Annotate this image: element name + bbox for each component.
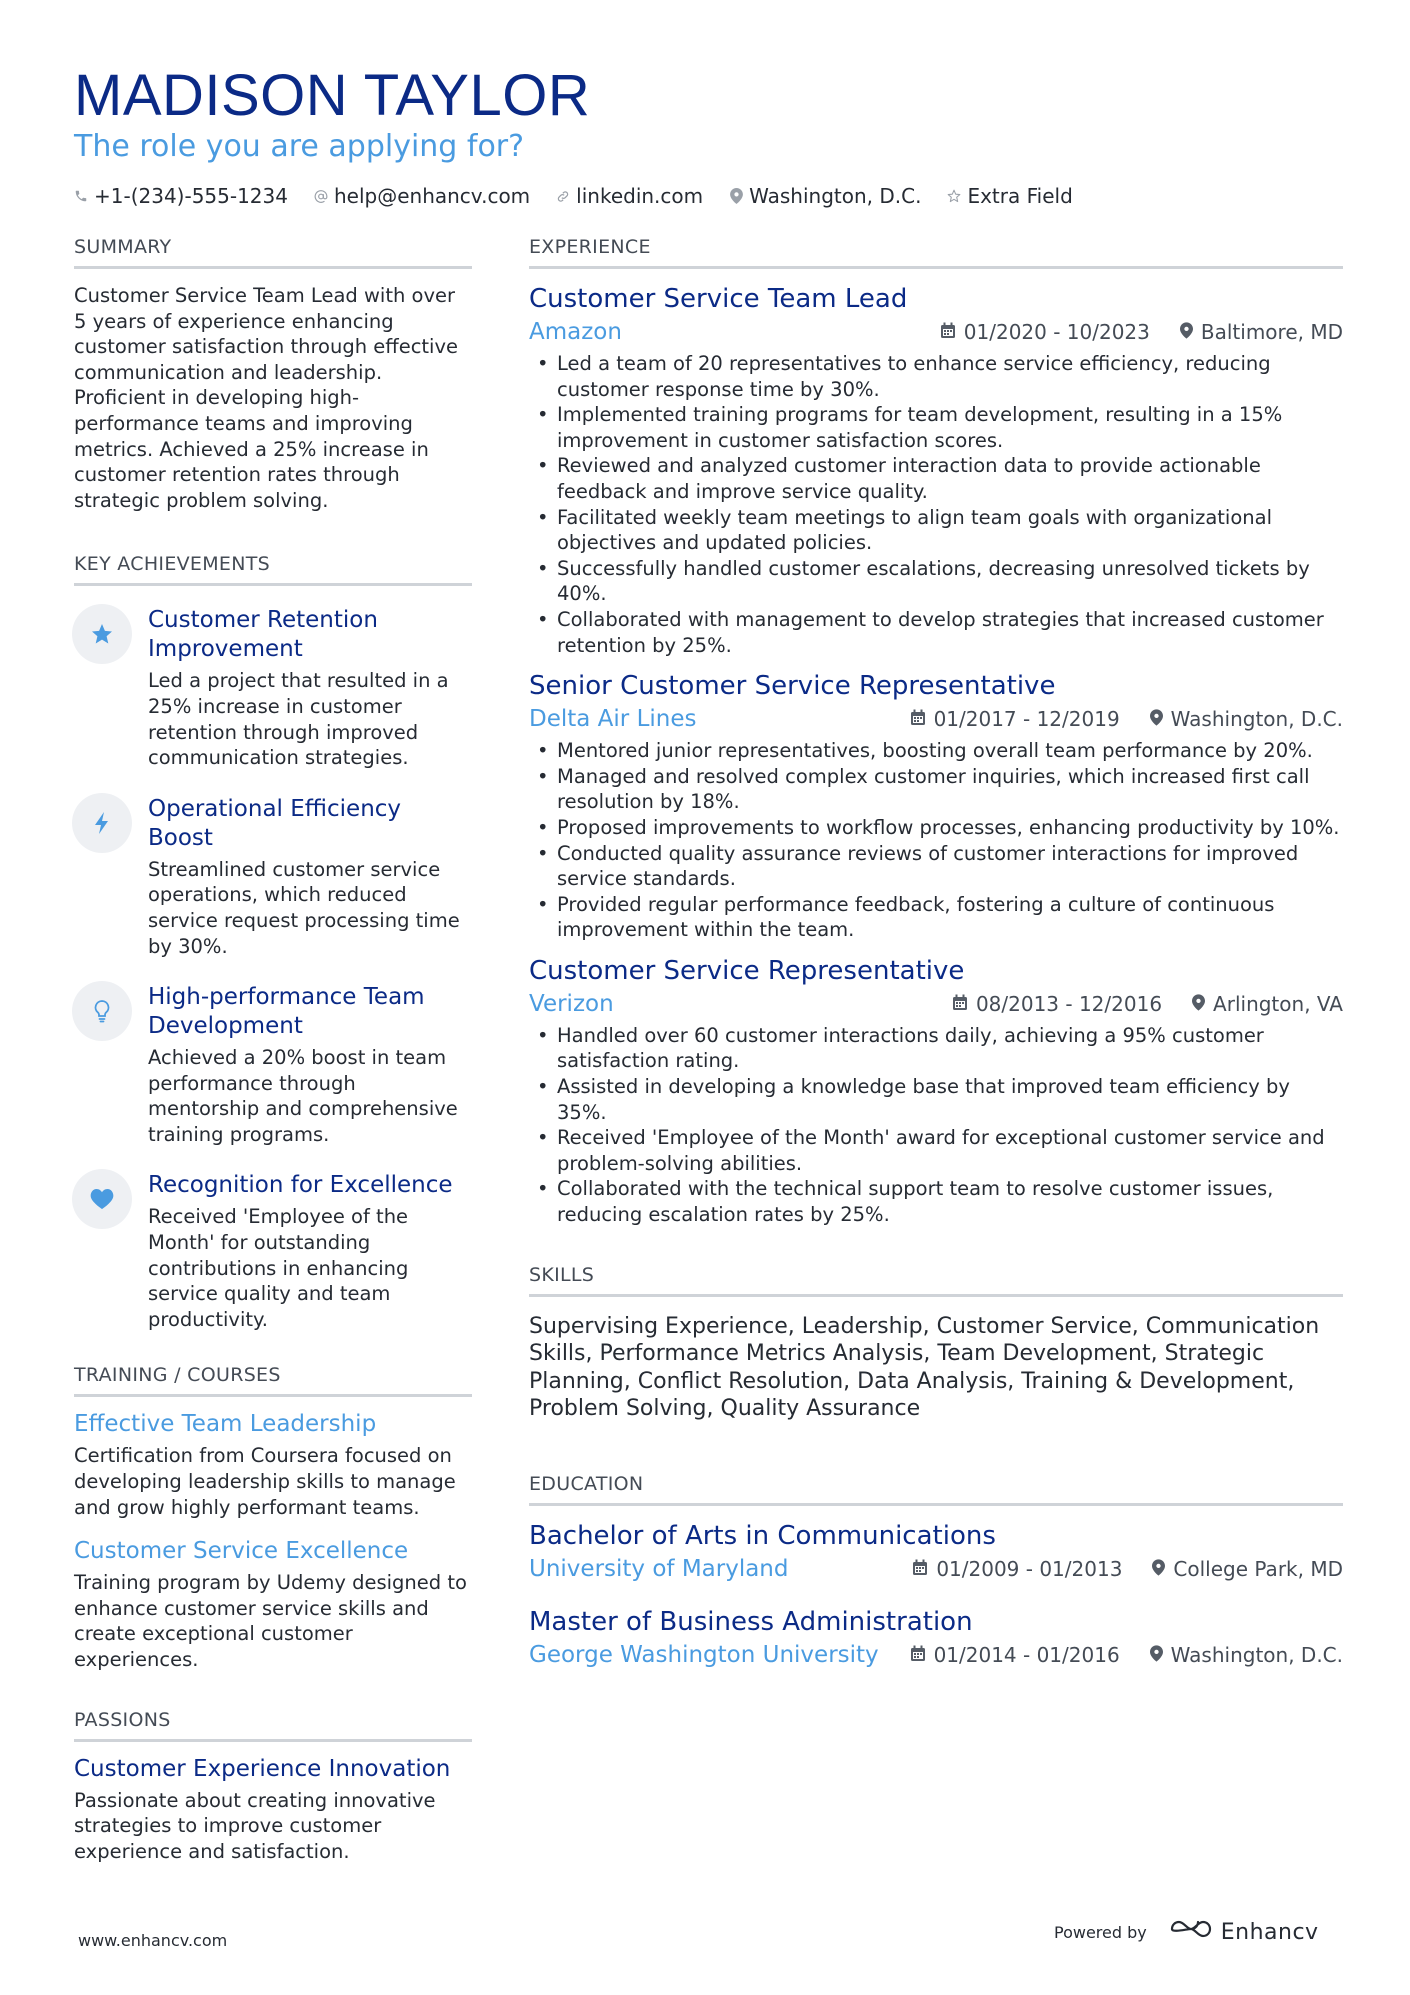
- passion-item: [74, 1754, 472, 1865]
- achievement-item: [74, 1169, 472, 1332]
- lightbulb-icon: [72, 981, 132, 1041]
- passion-desc: Passionate about creating innovative strategies to improve customer experience and satisfaction.: [74, 1788, 436, 1863]
- job-title: Customer Service Representative: [529, 955, 965, 986]
- bullet-item: • Collaborated with management to develop strategies that increased customer retention by 25%.: [529, 607, 1343, 658]
- job-title: Customer Service Team Lead: [529, 284, 908, 314]
- job-location: Baltimore, MD: [1180, 318, 1343, 346]
- school-name: George Washington University: [529, 1641, 879, 1668]
- lightning-bolt-icon: [72, 793, 132, 853]
- education-location: College Park, MD: [1152, 1555, 1343, 1583]
- achievement-item: [74, 604, 472, 770]
- key-achievements-section: [74, 551, 472, 1332]
- footer-branding: [1054, 1918, 1319, 1946]
- calendar-icon: [952, 990, 968, 1018]
- location-pin-icon: [1150, 1641, 1163, 1669]
- location-pin-icon: [729, 188, 743, 204]
- calendar-icon: [912, 1555, 928, 1583]
- job-title: Senior Customer Service Representative: [529, 671, 1056, 702]
- bullet-item: • Facilitated weekly team meetings to align team goals with organizational objectives and updated policies.: [529, 505, 1343, 556]
- bullet-item: • Proposed improvements to workflow processes, enhancing productivity by 10%.: [529, 815, 1343, 841]
- achievement-item: [74, 981, 472, 1147]
- education-dates: 01/2009 - 01/2013: [912, 1555, 1122, 1583]
- bullet-item: • Conducted quality assurance reviews of customer interactions for improved service standards.: [529, 841, 1343, 892]
- skills-section: [529, 1262, 1343, 1423]
- course-item: [74, 1536, 472, 1672]
- contact-email-text: help@enhancv.com: [333, 184, 531, 208]
- enhancv-logo[interactable]: [1169, 1918, 1319, 1946]
- job-entry: [529, 283, 1343, 658]
- bullet-item: • Collaborated with the technical support team to resolve customer issues, reducing escalation rates by 25%.: [529, 1176, 1343, 1227]
- passion-title: Customer Experience Innovation: [74, 1755, 451, 1782]
- training-heading: TRAINING / COURSES: [74, 1362, 472, 1397]
- bullet-item: • Successfully handled customer escalations, decreasing unresolved tickets by 40%.: [529, 556, 1343, 607]
- bullet-item: • Led a team of 20 representatives to enhance service efficiency, reducing customer response time by 30%.: [529, 351, 1343, 402]
- experience-heading: EXPERIENCE: [529, 234, 1343, 269]
- company-name: Amazon: [529, 319, 622, 345]
- contact-location-text: Washington, D.C.: [749, 184, 922, 208]
- star-icon: [947, 188, 961, 204]
- education-entry: [529, 1606, 1343, 1670]
- company-name: Delta Air Lines: [529, 706, 697, 733]
- left-column: [74, 234, 472, 1864]
- achievement-desc: Led a project that resulted in a 25% increase in customer retention through improved communication strategies.: [148, 669, 449, 770]
- course-desc: Certification from Coursera focused on developing leadership skills to manage and grow highly performant teams.: [74, 1444, 456, 1519]
- achievement-item: [74, 793, 472, 959]
- achievement-title: Operational Efficiency Boost: [148, 795, 402, 851]
- contact-extra-text: Extra Field: [967, 184, 1073, 208]
- achievement-desc: Received 'Employee of the Month' for outstanding contributions in enhancing service quality and team productivity.: [148, 1205, 409, 1331]
- contact-bar: [74, 182, 1354, 210]
- contact-linkedin-text: linkedin.com: [576, 184, 704, 208]
- job-bullets: [529, 738, 1343, 943]
- training-section: [74, 1362, 472, 1672]
- course-item: [74, 1409, 472, 1520]
- passions-heading: PASSIONS: [74, 1707, 472, 1742]
- job-bullets: [529, 351, 1343, 658]
- degree-title: Bachelor of Arts in Communications: [529, 1520, 996, 1551]
- education-dates: 01/2014 - 01/2016: [910, 1641, 1120, 1669]
- bullet-item: • Assisted in developing a knowledge base that improved team efficiency by 35%.: [529, 1074, 1343, 1125]
- calendar-icon: [910, 705, 926, 733]
- achievement-title: Customer Retention Improvement: [148, 607, 378, 663]
- heart-icon: [72, 1169, 132, 1229]
- achievement-title: High-performance Team Development: [148, 984, 425, 1040]
- experience-section: [529, 234, 1343, 1228]
- enhancv-logo-icon: [1169, 1918, 1213, 1946]
- job-dates: 01/2017 - 12/2019: [910, 705, 1120, 733]
- contact-location: [729, 182, 921, 210]
- course-desc: Training program by Udemy designed to enhance customer service skills and create exceptional customer experiences.: [74, 1571, 467, 1671]
- achievement-desc: Streamlined customer service operations, which reduced service request processing time by 30%.: [148, 857, 460, 958]
- contact-email[interactable]: [314, 182, 530, 210]
- summary-text: Customer Service Team Lead with over 5 years of experience enhancing customer satisfaction through effective communication and leadership. Proficient in developing high-performance teams and improving metrics. Achieved a 25% increase in customer retention rates through strategic problem solving.: [74, 284, 459, 512]
- contact-phone[interactable]: [74, 182, 288, 210]
- summary-section: [74, 234, 472, 513]
- bullet-item: • Mentored junior representatives, boosting overall team performance by 20%.: [529, 738, 1343, 764]
- right-column: [529, 234, 1343, 1692]
- bullet-item: • Implemented training programs for team development, resulting in a 15% improvement in customer satisfaction scores.: [529, 402, 1343, 453]
- bullet-item: • Managed and resolved complex customer inquiries, which increased first call resolution by 18%.: [529, 764, 1343, 815]
- achievement-desc: Achieved a 20% boost in team performance through mentorship and comprehensive training programs.: [148, 1046, 458, 1146]
- bullet-item: • Received 'Employee of the Month' award for exceptional customer service and problem-solving abilities.: [529, 1125, 1343, 1176]
- passions-section: [74, 1707, 472, 1865]
- school-name: University of Maryland: [529, 1555, 789, 1582]
- calendar-icon: [940, 318, 956, 346]
- candidate-name: MADISON TAYLOR: [74, 63, 591, 128]
- resume-header: [74, 62, 1354, 210]
- link-icon: [556, 188, 570, 204]
- location-pin-icon: [1150, 705, 1163, 733]
- enhancv-logo-text: Enhancv: [1220, 1919, 1319, 1945]
- star-icon: [72, 604, 132, 664]
- contact-linkedin[interactable]: [556, 182, 703, 210]
- key-achievements-heading: KEY ACHIEVEMENTS: [74, 551, 472, 586]
- job-entry: [529, 670, 1343, 943]
- location-pin-icon: [1192, 990, 1205, 1018]
- bullet-item: • Handled over 60 customer interactions daily, achieving a 95% customer satisfaction rating.: [529, 1023, 1343, 1074]
- powered-by-label: Powered by: [1054, 1922, 1147, 1942]
- target-role: The role you are applying for?: [74, 129, 525, 164]
- job-dates: 01/2020 - 10/2023: [940, 318, 1150, 346]
- phone-icon: [74, 188, 88, 204]
- course-title: Customer Service Excellence: [74, 1538, 409, 1565]
- job-location: Arlington, VA: [1192, 990, 1343, 1018]
- degree-title: Master of Business Administration: [529, 1606, 973, 1637]
- achievement-title: Recognition for Excellence: [148, 1172, 453, 1199]
- education-heading: EDUCATION: [529, 1471, 1343, 1506]
- job-entry: [529, 955, 1343, 1228]
- skills-heading: SKILLS: [529, 1262, 1343, 1297]
- at-icon: [314, 188, 328, 204]
- company-name: Verizon: [529, 990, 614, 1017]
- education-section: [529, 1471, 1343, 1670]
- bullet-item: • Provided regular performance feedback, fostering a culture of continuous improvement within the team.: [529, 892, 1343, 943]
- location-pin-icon: [1180, 318, 1193, 346]
- job-dates: 08/2013 - 12/2016: [952, 990, 1162, 1018]
- job-location: Washington, D.C.: [1150, 705, 1343, 733]
- summary-heading: SUMMARY: [74, 234, 472, 269]
- contact-phone-text: +1-(234)-555-1234: [94, 184, 288, 208]
- job-bullets: [529, 1023, 1343, 1228]
- calendar-icon: [910, 1641, 926, 1669]
- contact-extra-field: [947, 182, 1072, 210]
- education-location: Washington, D.C.: [1150, 1641, 1343, 1669]
- education-entry: [529, 1520, 1343, 1584]
- footer-website[interactable]: www.enhancv.com: [78, 1931, 228, 1950]
- location-pin-icon: [1152, 1555, 1165, 1583]
- skills-list: Supervising Experience, Leadership, Customer Service, Communication Skills, Performance Metrics Analysis, Team Development, Strategic Planning, Conflict Resolution, Data Analysis, Training & Development, Problem Solving, Quality Assurance: [529, 1313, 1320, 1422]
- bullet-item: • Reviewed and analyzed customer interaction data to provide actionable feedback and improve service quality.: [529, 453, 1343, 504]
- course-title: Effective Team Leadership: [74, 1411, 377, 1438]
